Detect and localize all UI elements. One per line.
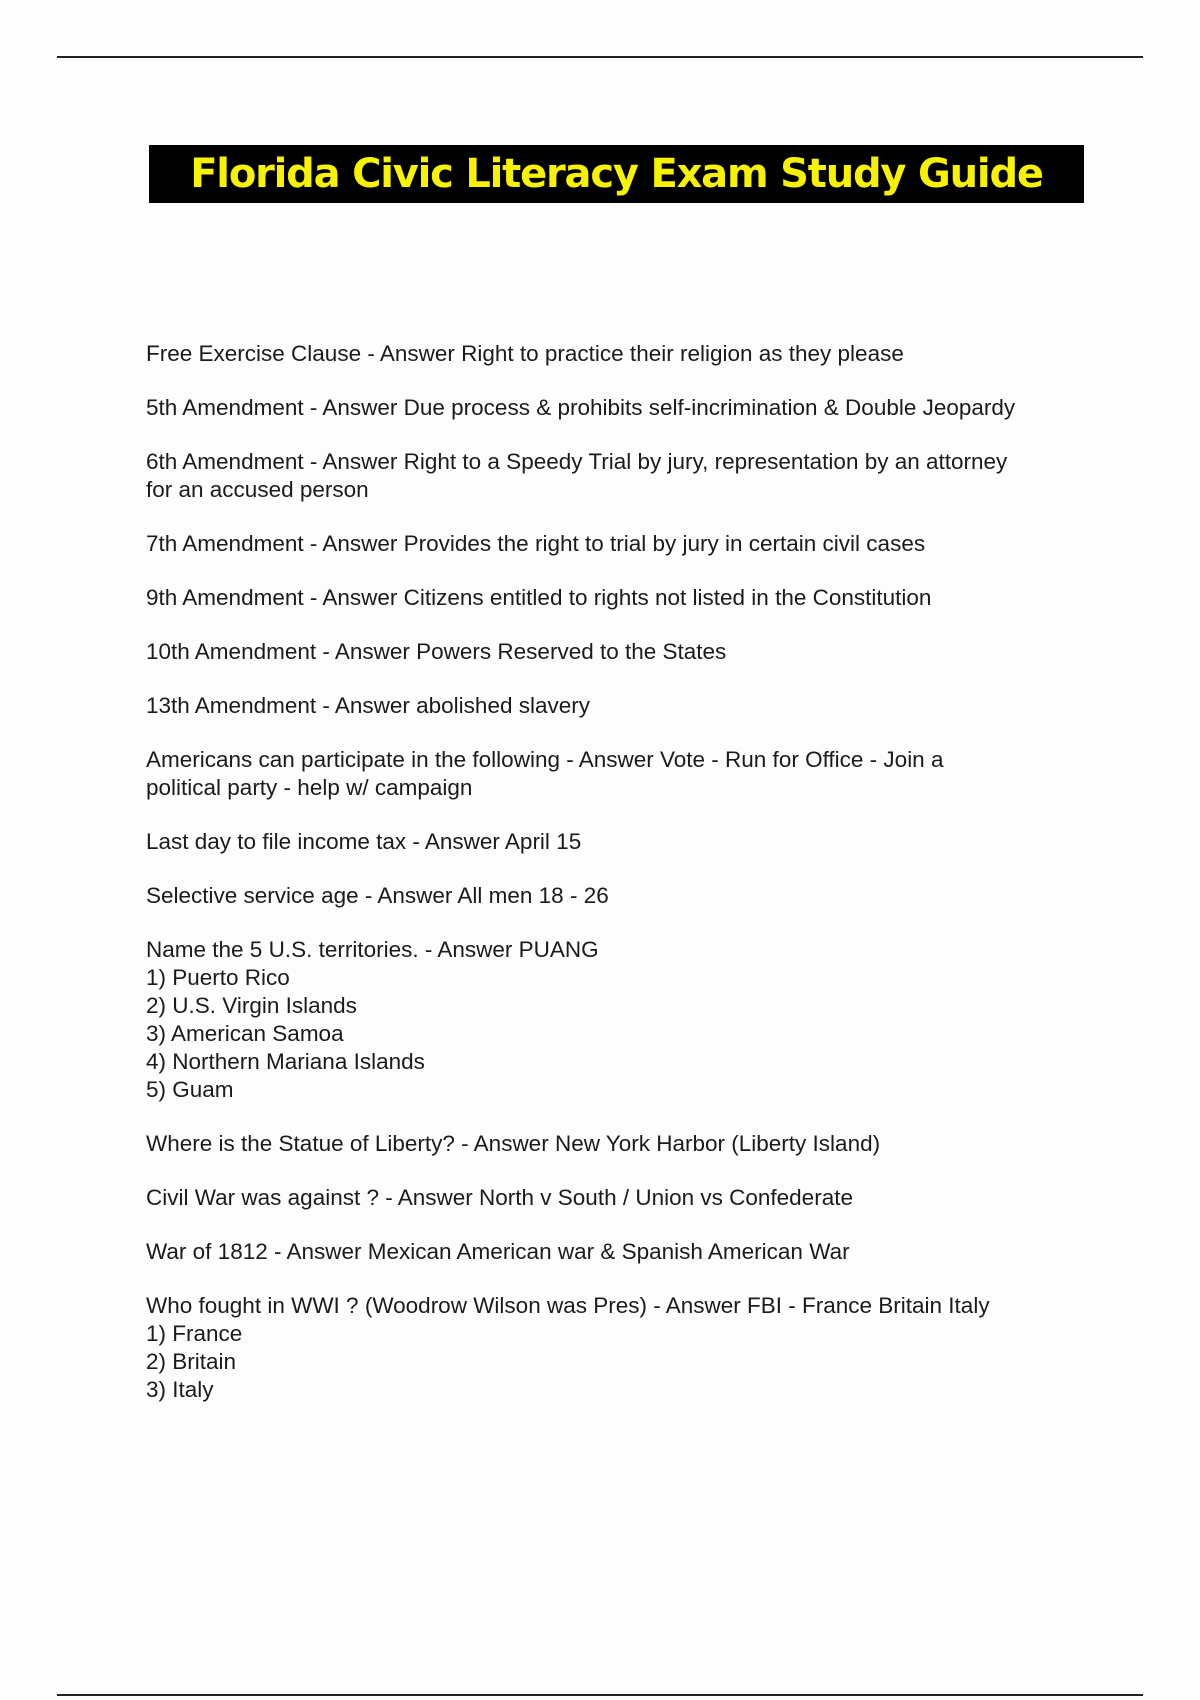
entry-13th-amendment: [146, 692, 1096, 720]
entry-statue-of-liberty: [146, 1130, 1096, 1158]
entry-line: Civil War was against ? - Answer North v South / Union vs Confederate: [146, 1185, 853, 1210]
entry-income-tax: [146, 828, 1096, 856]
entry-line: for an accused person: [146, 477, 369, 502]
entry-line: 13th Amendment - Answer abolished slavery: [146, 693, 590, 718]
title-banner: [149, 145, 1084, 203]
list-item: 3) Italy: [146, 1377, 214, 1402]
list-item: 1) France: [146, 1321, 243, 1346]
entry-line: 9th Amendment - Answer Citizens entitled to rights not listed in the Constitution: [146, 585, 932, 610]
entry-line: Who fought in WWI ? (Woodrow Wilson was Pres) - Answer FBI - France Britain Italy: [146, 1293, 990, 1318]
entry-participation: [146, 746, 1096, 802]
entry-line: 6th Amendment - Answer Right to a Speedy Trial by jury, representation by an attorney: [146, 449, 1008, 474]
entry-line: Selective service age - Answer All men 18 - 26: [146, 883, 609, 908]
bottom-rule: [57, 1694, 1143, 1696]
entry-line: War of 1812 - Answer Mexican American war & Spanish American War: [146, 1239, 850, 1264]
list-item: 5) Guam: [146, 1077, 234, 1102]
entry-7th-amendment: [146, 530, 1096, 558]
entry-wwi: [146, 1292, 1096, 1404]
entry-line: 10th Amendment - Answer Powers Reserved to the States: [146, 639, 727, 664]
entry-6th-amendment: [146, 448, 1096, 504]
entry-selective-service: [146, 882, 1096, 910]
entry-9th-amendment: [146, 584, 1096, 612]
entry-line: Americans can participate in the following - Answer Vote - Run for Office - Join a: [146, 747, 944, 772]
entry-line: 7th Amendment - Answer Provides the right to trial by jury in certain civil cases: [146, 531, 926, 556]
entry-line: Name the 5 U.S. territories. - Answer PUANG: [146, 937, 599, 962]
entry-5th-amendment: [146, 394, 1096, 422]
entry-line: Last day to file income tax - Answer April 15: [146, 829, 582, 854]
list-item: 3) American Samoa: [146, 1021, 344, 1046]
entry-line: Free Exercise Clause - Answer Right to practice their religion as they please: [146, 341, 904, 366]
entry-line: political party - help w/ campaign: [146, 775, 473, 800]
list-item: 2) Britain: [146, 1349, 237, 1374]
entry-territories: [146, 936, 1096, 1104]
page-title: Florida Civic Literacy Exam Study Guide: [190, 151, 1043, 197]
list-item: 1) Puerto Rico: [146, 965, 290, 990]
list-item: 4) Northern Mariana Islands: [146, 1049, 425, 1074]
entry-civil-war: [146, 1184, 1096, 1212]
study-guide-entries: [146, 340, 1096, 1430]
entry-war-of-1812: [146, 1238, 1096, 1266]
top-rule: [57, 56, 1143, 58]
entry-line: 5th Amendment - Answer Due process & prohibits self-incrimination & Double Jeopardy: [146, 395, 1016, 420]
list-item: 2) U.S. Virgin Islands: [146, 993, 357, 1018]
entry-10th-amendment: [146, 638, 1096, 666]
entry-free-exercise: [146, 340, 1096, 368]
entry-line: Where is the Statue of Liberty? - Answer New York Harbor (Liberty Island): [146, 1131, 881, 1156]
